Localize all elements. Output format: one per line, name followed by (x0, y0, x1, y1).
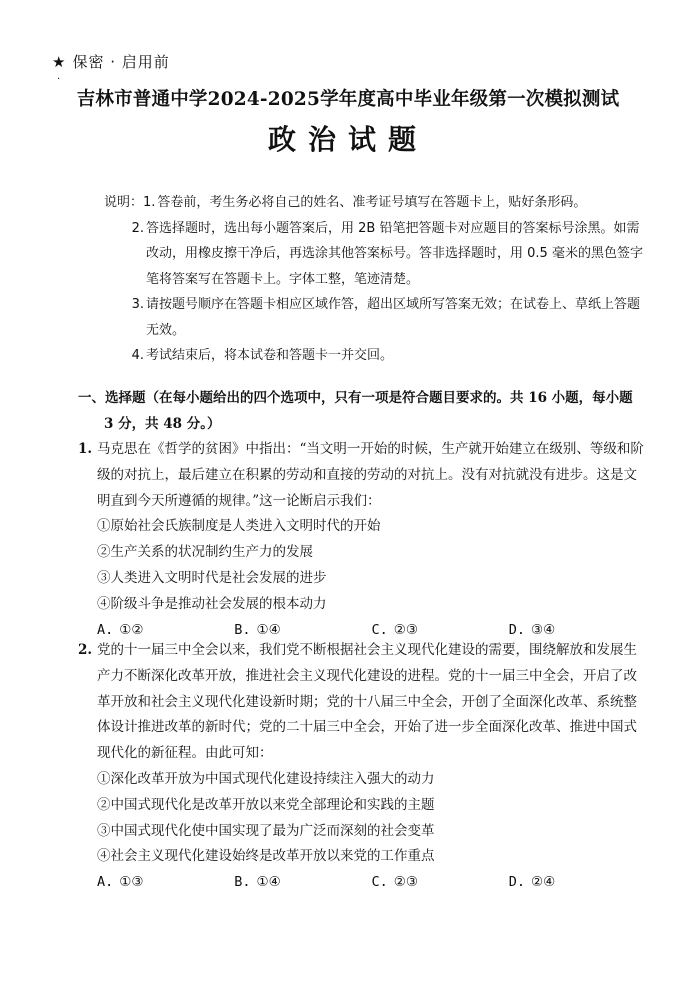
instruction-text: 答选择题时，选出每小题答案后，用 2B 铅笔把答题卡对应题目的答案标号涂黑。如需改动，用橡皮擦干净后，再选涂其他答案标号。答非选择题时，用 0.5 毫米的黑色签字笔将答案写在答题卡上。字体工整，笔迹清楚。 (146, 220, 643, 287)
instruction-item (104, 190, 644, 216)
option-b (234, 870, 371, 896)
statement: ③中国式现代化使中国实现了最为广泛而深刻的社会变革 (97, 822, 435, 839)
option-letter: B. (234, 874, 251, 891)
question-stem (78, 638, 646, 767)
answer-options (78, 870, 646, 896)
instruction-number: 3. (131, 297, 144, 312)
statement: ②生产关系的状况制约生产力的发展 (97, 544, 313, 561)
instructions (104, 190, 644, 369)
star-icon: ★ (52, 53, 67, 71)
exam-title: 吉林市普通中学2024-2025学年度高中毕业年级第一次模拟测试 (76, 89, 620, 110)
dot-mark: · (57, 74, 61, 85)
question-1 (78, 437, 646, 643)
question-number: 1. (78, 441, 93, 457)
question-text: 马克思在《哲学的贫困》中指出：“当文明一开始的时候，生产就开始建立在级别、等级和阶级的对抗上，最后建立在积累的劳动和直接的劳动的对抗上。没有对抗就没有进步。这是文明直到今天所遵循的规律。”这一论断启示我们： (97, 441, 644, 509)
option-letter: B. (234, 621, 251, 638)
statement: ③人类进入文明时代是社会发展的进步 (97, 569, 327, 586)
instruction-number: 2. (131, 220, 144, 236)
statement: ④社会主义现代化建设始终是改革开放以来党的工作重点 (97, 848, 435, 865)
section-heading-text: 一、选择题（在每小题给出的四个选项中，只有一项是符合题目要求的。共 16 小题，每小题 3 分，共 48 分。） (78, 390, 633, 432)
option-letter: C. (371, 874, 388, 891)
option-text: ①② (119, 621, 144, 638)
instructions-lead: 说明： (104, 195, 144, 210)
confidential-mark (52, 51, 170, 72)
instruction-item (104, 216, 644, 293)
option-a (97, 870, 234, 896)
instruction-number: 1. (143, 195, 156, 210)
instruction-text: 答卷前，考生务必将自己的姓名、准考证号填写在答题卡上，贴好条形码。 (157, 195, 587, 210)
statement: ①原始社会氏族制度是人类进入文明时代的开始 (97, 518, 381, 535)
option-letter: D. (508, 621, 526, 638)
statement: ④阶级斗争是推动社会发展的根本动力 (97, 595, 327, 612)
statement: ②中国式现代化是改革开放以来党全部理论和实践的主题 (97, 796, 435, 813)
statement: ①深化改革开放为中国式现代化建设持续注入强大的动力 (97, 770, 435, 787)
option-c (372, 870, 509, 896)
confidential-label: 保密 · 启用前 (72, 53, 170, 71)
instruction-number: 4. (131, 348, 144, 363)
option-text: ①④ (256, 874, 281, 891)
instruction-item (104, 343, 644, 369)
option-letter: A. (97, 874, 114, 891)
instruction-text: 请按题号顺序在答题卡相应区域作答，超出区域所写答案无效；在试卷上、草纸上答题无效。 (146, 297, 641, 338)
option-text: ①④ (256, 621, 281, 638)
option-letter: D. (508, 874, 526, 891)
option-text: ②③ (393, 874, 418, 891)
question-number: 2. (78, 642, 93, 658)
subject-title: 政治试题 (267, 123, 428, 156)
option-text: ②④ (531, 874, 556, 891)
section-heading (78, 386, 646, 437)
option-text: ②③ (393, 621, 418, 638)
option-letter: A. (97, 621, 114, 638)
instruction-item (104, 292, 644, 343)
question-stem (78, 437, 646, 514)
option-text: ③④ (531, 621, 556, 638)
question-2 (78, 638, 646, 896)
question-text: 党的十一届三中全会以来，我们党不断根据社会主义现代化建设的需要，围绕解放和发展生产力不断深化改革开放，推进社会主义现代化建设的进程。党的十一届三中全会，开启了改革开放和社会主义现代化建设新时期；党的十八届三中全会，开创了全面深化改革、系统整体设计推进改革的新时代；党的二十届三中全会，开始了进一步全面深化改革、推进中国式现代化的新征程。由此可知： (97, 642, 637, 762)
instruction-text: 考试结束后，将本试卷和答题卡一并交回。 (146, 348, 394, 363)
option-letter: C. (371, 621, 388, 638)
option-text: ①③ (119, 874, 144, 891)
option-d (509, 870, 646, 896)
